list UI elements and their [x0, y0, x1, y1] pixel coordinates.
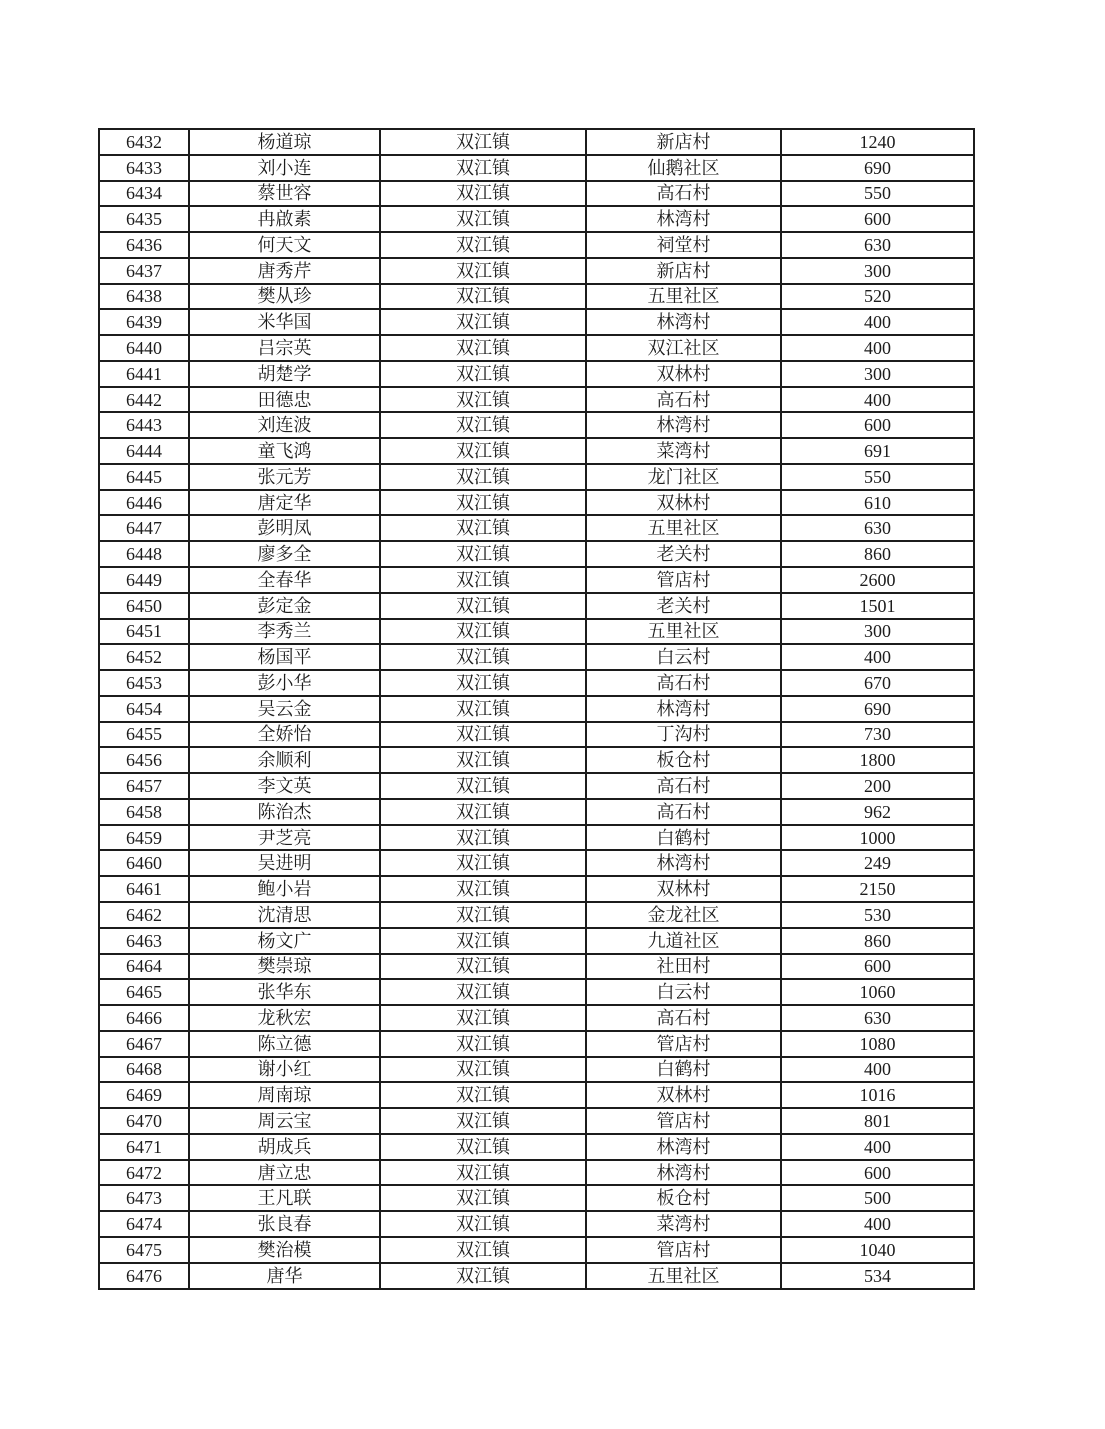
cell-serial-number: 6455	[99, 722, 189, 748]
table-row	[99, 644, 974, 670]
cell-amount: 400	[781, 1211, 974, 1237]
table-row	[99, 979, 974, 1005]
table-row	[99, 670, 974, 696]
cell-amount: 2600	[781, 567, 974, 593]
cell-amount: 400	[781, 644, 974, 670]
cell-amount: 300	[781, 619, 974, 645]
cell-village: 林湾村	[586, 309, 781, 335]
cell-person-name: 余顺利	[189, 747, 380, 773]
cell-amount: 1501	[781, 593, 974, 619]
table-row	[99, 1211, 974, 1237]
cell-village: 新店村	[586, 258, 781, 284]
cell-serial-number: 6440	[99, 335, 189, 361]
cell-serial-number: 6456	[99, 747, 189, 773]
cell-town: 双江镇	[380, 876, 586, 902]
cell-village: 菜湾村	[586, 438, 781, 464]
table-row	[99, 490, 974, 516]
table-row	[99, 876, 974, 902]
cell-amount: 1040	[781, 1237, 974, 1263]
cell-village: 双林村	[586, 361, 781, 387]
cell-town: 双江镇	[380, 1134, 586, 1160]
cell-person-name: 周南琼	[189, 1082, 380, 1108]
cell-serial-number: 6463	[99, 928, 189, 954]
cell-person-name: 唐定华	[189, 490, 380, 516]
cell-amount: 400	[781, 1057, 974, 1083]
cell-town: 双江镇	[380, 1185, 586, 1211]
cell-town: 双江镇	[380, 412, 586, 438]
table-row	[99, 155, 974, 181]
cell-serial-number: 6443	[99, 412, 189, 438]
cell-amount: 690	[781, 155, 974, 181]
cell-serial-number: 6447	[99, 515, 189, 541]
cell-amount: 500	[781, 1185, 974, 1211]
cell-serial-number: 6451	[99, 619, 189, 645]
cell-town: 双江镇	[380, 593, 586, 619]
table-row	[99, 1005, 974, 1031]
cell-person-name: 沈清思	[189, 902, 380, 928]
cell-person-name: 张良春	[189, 1211, 380, 1237]
cell-person-name: 陈立德	[189, 1031, 380, 1057]
table-row	[99, 1160, 974, 1186]
table-row	[99, 619, 974, 645]
cell-person-name: 杨国平	[189, 644, 380, 670]
cell-serial-number: 6436	[99, 232, 189, 258]
cell-person-name: 李文英	[189, 773, 380, 799]
cell-village: 九道社区	[586, 928, 781, 954]
table-row	[99, 335, 974, 361]
cell-town: 双江镇	[380, 232, 586, 258]
cell-amount: 600	[781, 206, 974, 232]
cell-village: 白鹤村	[586, 1057, 781, 1083]
table-row	[99, 515, 974, 541]
cell-village: 林湾村	[586, 1134, 781, 1160]
table-row	[99, 696, 974, 722]
cell-person-name: 胡楚学	[189, 361, 380, 387]
table-row	[99, 232, 974, 258]
cell-person-name: 张元芳	[189, 464, 380, 490]
cell-town: 双江镇	[380, 1108, 586, 1134]
cell-serial-number: 6439	[99, 309, 189, 335]
cell-serial-number: 6468	[99, 1057, 189, 1083]
table-row	[99, 258, 974, 284]
cell-serial-number: 6474	[99, 1211, 189, 1237]
cell-village: 五里社区	[586, 619, 781, 645]
cell-amount: 630	[781, 515, 974, 541]
cell-person-name: 彭定金	[189, 593, 380, 619]
cell-amount: 630	[781, 232, 974, 258]
table-row	[99, 773, 974, 799]
cell-person-name: 鲍小岩	[189, 876, 380, 902]
cell-town: 双江镇	[380, 619, 586, 645]
cell-amount: 400	[781, 309, 974, 335]
table-row	[99, 722, 974, 748]
cell-serial-number: 6438	[99, 284, 189, 310]
cell-village: 老关村	[586, 541, 781, 567]
cell-serial-number: 6469	[99, 1082, 189, 1108]
cell-town: 双江镇	[380, 567, 586, 593]
cell-person-name: 樊治模	[189, 1237, 380, 1263]
cell-town: 双江镇	[380, 1160, 586, 1186]
cell-town: 双江镇	[380, 335, 586, 361]
table-row	[99, 181, 974, 207]
cell-village: 管店村	[586, 1237, 781, 1263]
cell-person-name: 全娇怡	[189, 722, 380, 748]
cell-person-name: 周云宝	[189, 1108, 380, 1134]
cell-person-name: 刘连波	[189, 412, 380, 438]
cell-serial-number: 6464	[99, 954, 189, 980]
cell-town: 双江镇	[380, 284, 586, 310]
cell-village: 高石村	[586, 1005, 781, 1031]
cell-town: 双江镇	[380, 644, 586, 670]
cell-amount: 300	[781, 258, 974, 284]
cell-person-name: 龙秋宏	[189, 1005, 380, 1031]
cell-village: 板仓村	[586, 747, 781, 773]
cell-amount: 550	[781, 464, 974, 490]
cell-village: 管店村	[586, 1108, 781, 1134]
cell-town: 双江镇	[380, 541, 586, 567]
cell-amount: 400	[781, 335, 974, 361]
cell-village: 仙鹅社区	[586, 155, 781, 181]
cell-serial-number: 6475	[99, 1237, 189, 1263]
cell-serial-number: 6453	[99, 670, 189, 696]
cell-town: 双江镇	[380, 206, 586, 232]
cell-serial-number: 6444	[99, 438, 189, 464]
cell-person-name: 杨文广	[189, 928, 380, 954]
cell-person-name: 田德忠	[189, 387, 380, 413]
cell-serial-number: 6457	[99, 773, 189, 799]
cell-person-name: 米华国	[189, 309, 380, 335]
cell-person-name: 张华东	[189, 979, 380, 1005]
table-row	[99, 1057, 974, 1083]
cell-amount: 962	[781, 799, 974, 825]
cell-serial-number: 6434	[99, 181, 189, 207]
cell-town: 双江镇	[380, 1005, 586, 1031]
cell-person-name: 彭明凤	[189, 515, 380, 541]
payment-table	[98, 128, 975, 1290]
cell-person-name: 李秀兰	[189, 619, 380, 645]
cell-village: 高石村	[586, 799, 781, 825]
cell-village: 林湾村	[586, 850, 781, 876]
cell-serial-number: 6449	[99, 567, 189, 593]
table-row	[99, 129, 974, 155]
cell-town: 双江镇	[380, 1263, 586, 1289]
cell-village: 五里社区	[586, 515, 781, 541]
cell-amount: 400	[781, 1134, 974, 1160]
cell-village: 管店村	[586, 1031, 781, 1057]
cell-village: 丁沟村	[586, 722, 781, 748]
cell-amount: 1080	[781, 1031, 974, 1057]
payment-table-body	[99, 129, 974, 1289]
cell-town: 双江镇	[380, 1082, 586, 1108]
cell-person-name: 唐华	[189, 1263, 380, 1289]
cell-amount: 1000	[781, 825, 974, 851]
cell-town: 双江镇	[380, 1237, 586, 1263]
table-row	[99, 567, 974, 593]
cell-serial-number: 6448	[99, 541, 189, 567]
cell-person-name: 樊崇琼	[189, 954, 380, 980]
cell-town: 双江镇	[380, 1057, 586, 1083]
cell-person-name: 吴云金	[189, 696, 380, 722]
cell-serial-number: 6437	[99, 258, 189, 284]
cell-village: 林湾村	[586, 412, 781, 438]
cell-amount: 200	[781, 773, 974, 799]
cell-town: 双江镇	[380, 1211, 586, 1237]
cell-village: 双林村	[586, 490, 781, 516]
cell-amount: 1016	[781, 1082, 974, 1108]
cell-person-name: 童飞鸿	[189, 438, 380, 464]
cell-serial-number: 6442	[99, 387, 189, 413]
table-row	[99, 541, 974, 567]
cell-amount: 610	[781, 490, 974, 516]
cell-village: 林湾村	[586, 1160, 781, 1186]
cell-person-name: 彭小华	[189, 670, 380, 696]
cell-amount: 1800	[781, 747, 974, 773]
cell-amount: 520	[781, 284, 974, 310]
table-row	[99, 593, 974, 619]
table-row	[99, 1237, 974, 1263]
cell-person-name: 胡成兵	[189, 1134, 380, 1160]
cell-village: 双江社区	[586, 335, 781, 361]
cell-amount: 801	[781, 1108, 974, 1134]
cell-village: 林湾村	[586, 206, 781, 232]
cell-person-name: 刘小连	[189, 155, 380, 181]
table-row	[99, 954, 974, 980]
cell-town: 双江镇	[380, 850, 586, 876]
cell-serial-number: 6441	[99, 361, 189, 387]
cell-serial-number: 6476	[99, 1263, 189, 1289]
cell-amount: 600	[781, 412, 974, 438]
cell-town: 双江镇	[380, 773, 586, 799]
cell-town: 双江镇	[380, 155, 586, 181]
cell-village: 白云村	[586, 979, 781, 1005]
cell-person-name: 冉啟素	[189, 206, 380, 232]
cell-person-name: 全春华	[189, 567, 380, 593]
cell-village: 高石村	[586, 773, 781, 799]
cell-serial-number: 6473	[99, 1185, 189, 1211]
cell-amount: 600	[781, 954, 974, 980]
cell-town: 双江镇	[380, 515, 586, 541]
cell-amount: 1060	[781, 979, 974, 1005]
cell-person-name: 唐立忠	[189, 1160, 380, 1186]
table-row	[99, 387, 974, 413]
cell-village: 白鹤村	[586, 825, 781, 851]
cell-amount: 530	[781, 902, 974, 928]
cell-village: 五里社区	[586, 1263, 781, 1289]
cell-serial-number: 6466	[99, 1005, 189, 1031]
cell-village: 祠堂村	[586, 232, 781, 258]
cell-serial-number: 6446	[99, 490, 189, 516]
cell-serial-number: 6462	[99, 902, 189, 928]
cell-village: 双林村	[586, 876, 781, 902]
cell-amount: 534	[781, 1263, 974, 1289]
cell-serial-number: 6467	[99, 1031, 189, 1057]
cell-town: 双江镇	[380, 696, 586, 722]
cell-person-name: 吴进明	[189, 850, 380, 876]
cell-town: 双江镇	[380, 1031, 586, 1057]
cell-village: 龙门社区	[586, 464, 781, 490]
cell-amount: 300	[781, 361, 974, 387]
cell-serial-number: 6470	[99, 1108, 189, 1134]
cell-person-name: 何天文	[189, 232, 380, 258]
cell-person-name: 吕宗英	[189, 335, 380, 361]
table-row	[99, 412, 974, 438]
cell-serial-number: 6445	[99, 464, 189, 490]
cell-town: 双江镇	[380, 258, 586, 284]
table-row	[99, 1134, 974, 1160]
table-row	[99, 1185, 974, 1211]
cell-serial-number: 6471	[99, 1134, 189, 1160]
cell-village: 双林村	[586, 1082, 781, 1108]
cell-amount: 860	[781, 541, 974, 567]
cell-village: 老关村	[586, 593, 781, 619]
cell-amount: 249	[781, 850, 974, 876]
cell-amount: 630	[781, 1005, 974, 1031]
cell-town: 双江镇	[380, 825, 586, 851]
cell-person-name: 王凡联	[189, 1185, 380, 1211]
table-row	[99, 284, 974, 310]
cell-person-name: 杨道琼	[189, 129, 380, 155]
cell-town: 双江镇	[380, 928, 586, 954]
cell-town: 双江镇	[380, 490, 586, 516]
table-row	[99, 1108, 974, 1134]
cell-serial-number: 6435	[99, 206, 189, 232]
cell-village: 高石村	[586, 387, 781, 413]
cell-person-name: 樊从珍	[189, 284, 380, 310]
cell-amount: 1240	[781, 129, 974, 155]
table-row	[99, 1031, 974, 1057]
cell-amount: 730	[781, 722, 974, 748]
cell-town: 双江镇	[380, 799, 586, 825]
cell-serial-number: 6465	[99, 979, 189, 1005]
cell-serial-number: 6450	[99, 593, 189, 619]
cell-serial-number: 6432	[99, 129, 189, 155]
cell-amount: 550	[781, 181, 974, 207]
cell-town: 双江镇	[380, 747, 586, 773]
table-row	[99, 928, 974, 954]
cell-person-name: 陈治杰	[189, 799, 380, 825]
cell-town: 双江镇	[380, 387, 586, 413]
table-row	[99, 438, 974, 464]
cell-town: 双江镇	[380, 722, 586, 748]
cell-person-name: 谢小红	[189, 1057, 380, 1083]
cell-village: 新店村	[586, 129, 781, 155]
cell-amount: 2150	[781, 876, 974, 902]
cell-amount: 400	[781, 387, 974, 413]
cell-town: 双江镇	[380, 954, 586, 980]
cell-village: 五里社区	[586, 284, 781, 310]
cell-village: 金龙社区	[586, 902, 781, 928]
cell-town: 双江镇	[380, 181, 586, 207]
cell-village: 高石村	[586, 670, 781, 696]
table-row	[99, 206, 974, 232]
table-row	[99, 1263, 974, 1289]
cell-person-name: 蔡世容	[189, 181, 380, 207]
cell-serial-number: 6452	[99, 644, 189, 670]
cell-town: 双江镇	[380, 129, 586, 155]
table-row	[99, 747, 974, 773]
cell-village: 社田村	[586, 954, 781, 980]
cell-village: 白云村	[586, 644, 781, 670]
cell-person-name: 尹芝亮	[189, 825, 380, 851]
table-row	[99, 309, 974, 335]
cell-person-name: 廖多全	[189, 541, 380, 567]
cell-serial-number: 6472	[99, 1160, 189, 1186]
cell-town: 双江镇	[380, 979, 586, 1005]
table-row	[99, 1082, 974, 1108]
cell-serial-number: 6461	[99, 876, 189, 902]
cell-village: 板仓村	[586, 1185, 781, 1211]
table-row	[99, 799, 974, 825]
cell-village: 菜湾村	[586, 1211, 781, 1237]
cell-amount: 691	[781, 438, 974, 464]
cell-amount: 860	[781, 928, 974, 954]
cell-person-name: 唐秀芹	[189, 258, 380, 284]
table-row	[99, 464, 974, 490]
cell-amount: 690	[781, 696, 974, 722]
cell-town: 双江镇	[380, 309, 586, 335]
cell-town: 双江镇	[380, 670, 586, 696]
cell-amount: 670	[781, 670, 974, 696]
cell-town: 双江镇	[380, 464, 586, 490]
cell-serial-number: 6460	[99, 850, 189, 876]
cell-serial-number: 6458	[99, 799, 189, 825]
cell-village: 管店村	[586, 567, 781, 593]
cell-serial-number: 6433	[99, 155, 189, 181]
table-row	[99, 902, 974, 928]
table-row	[99, 850, 974, 876]
table-row	[99, 361, 974, 387]
table-row	[99, 825, 974, 851]
cell-town: 双江镇	[380, 902, 586, 928]
cell-town: 双江镇	[380, 438, 586, 464]
cell-village: 高石村	[586, 181, 781, 207]
cell-amount: 600	[781, 1160, 974, 1186]
cell-village: 林湾村	[586, 696, 781, 722]
cell-town: 双江镇	[380, 361, 586, 387]
cell-serial-number: 6459	[99, 825, 189, 851]
cell-serial-number: 6454	[99, 696, 189, 722]
